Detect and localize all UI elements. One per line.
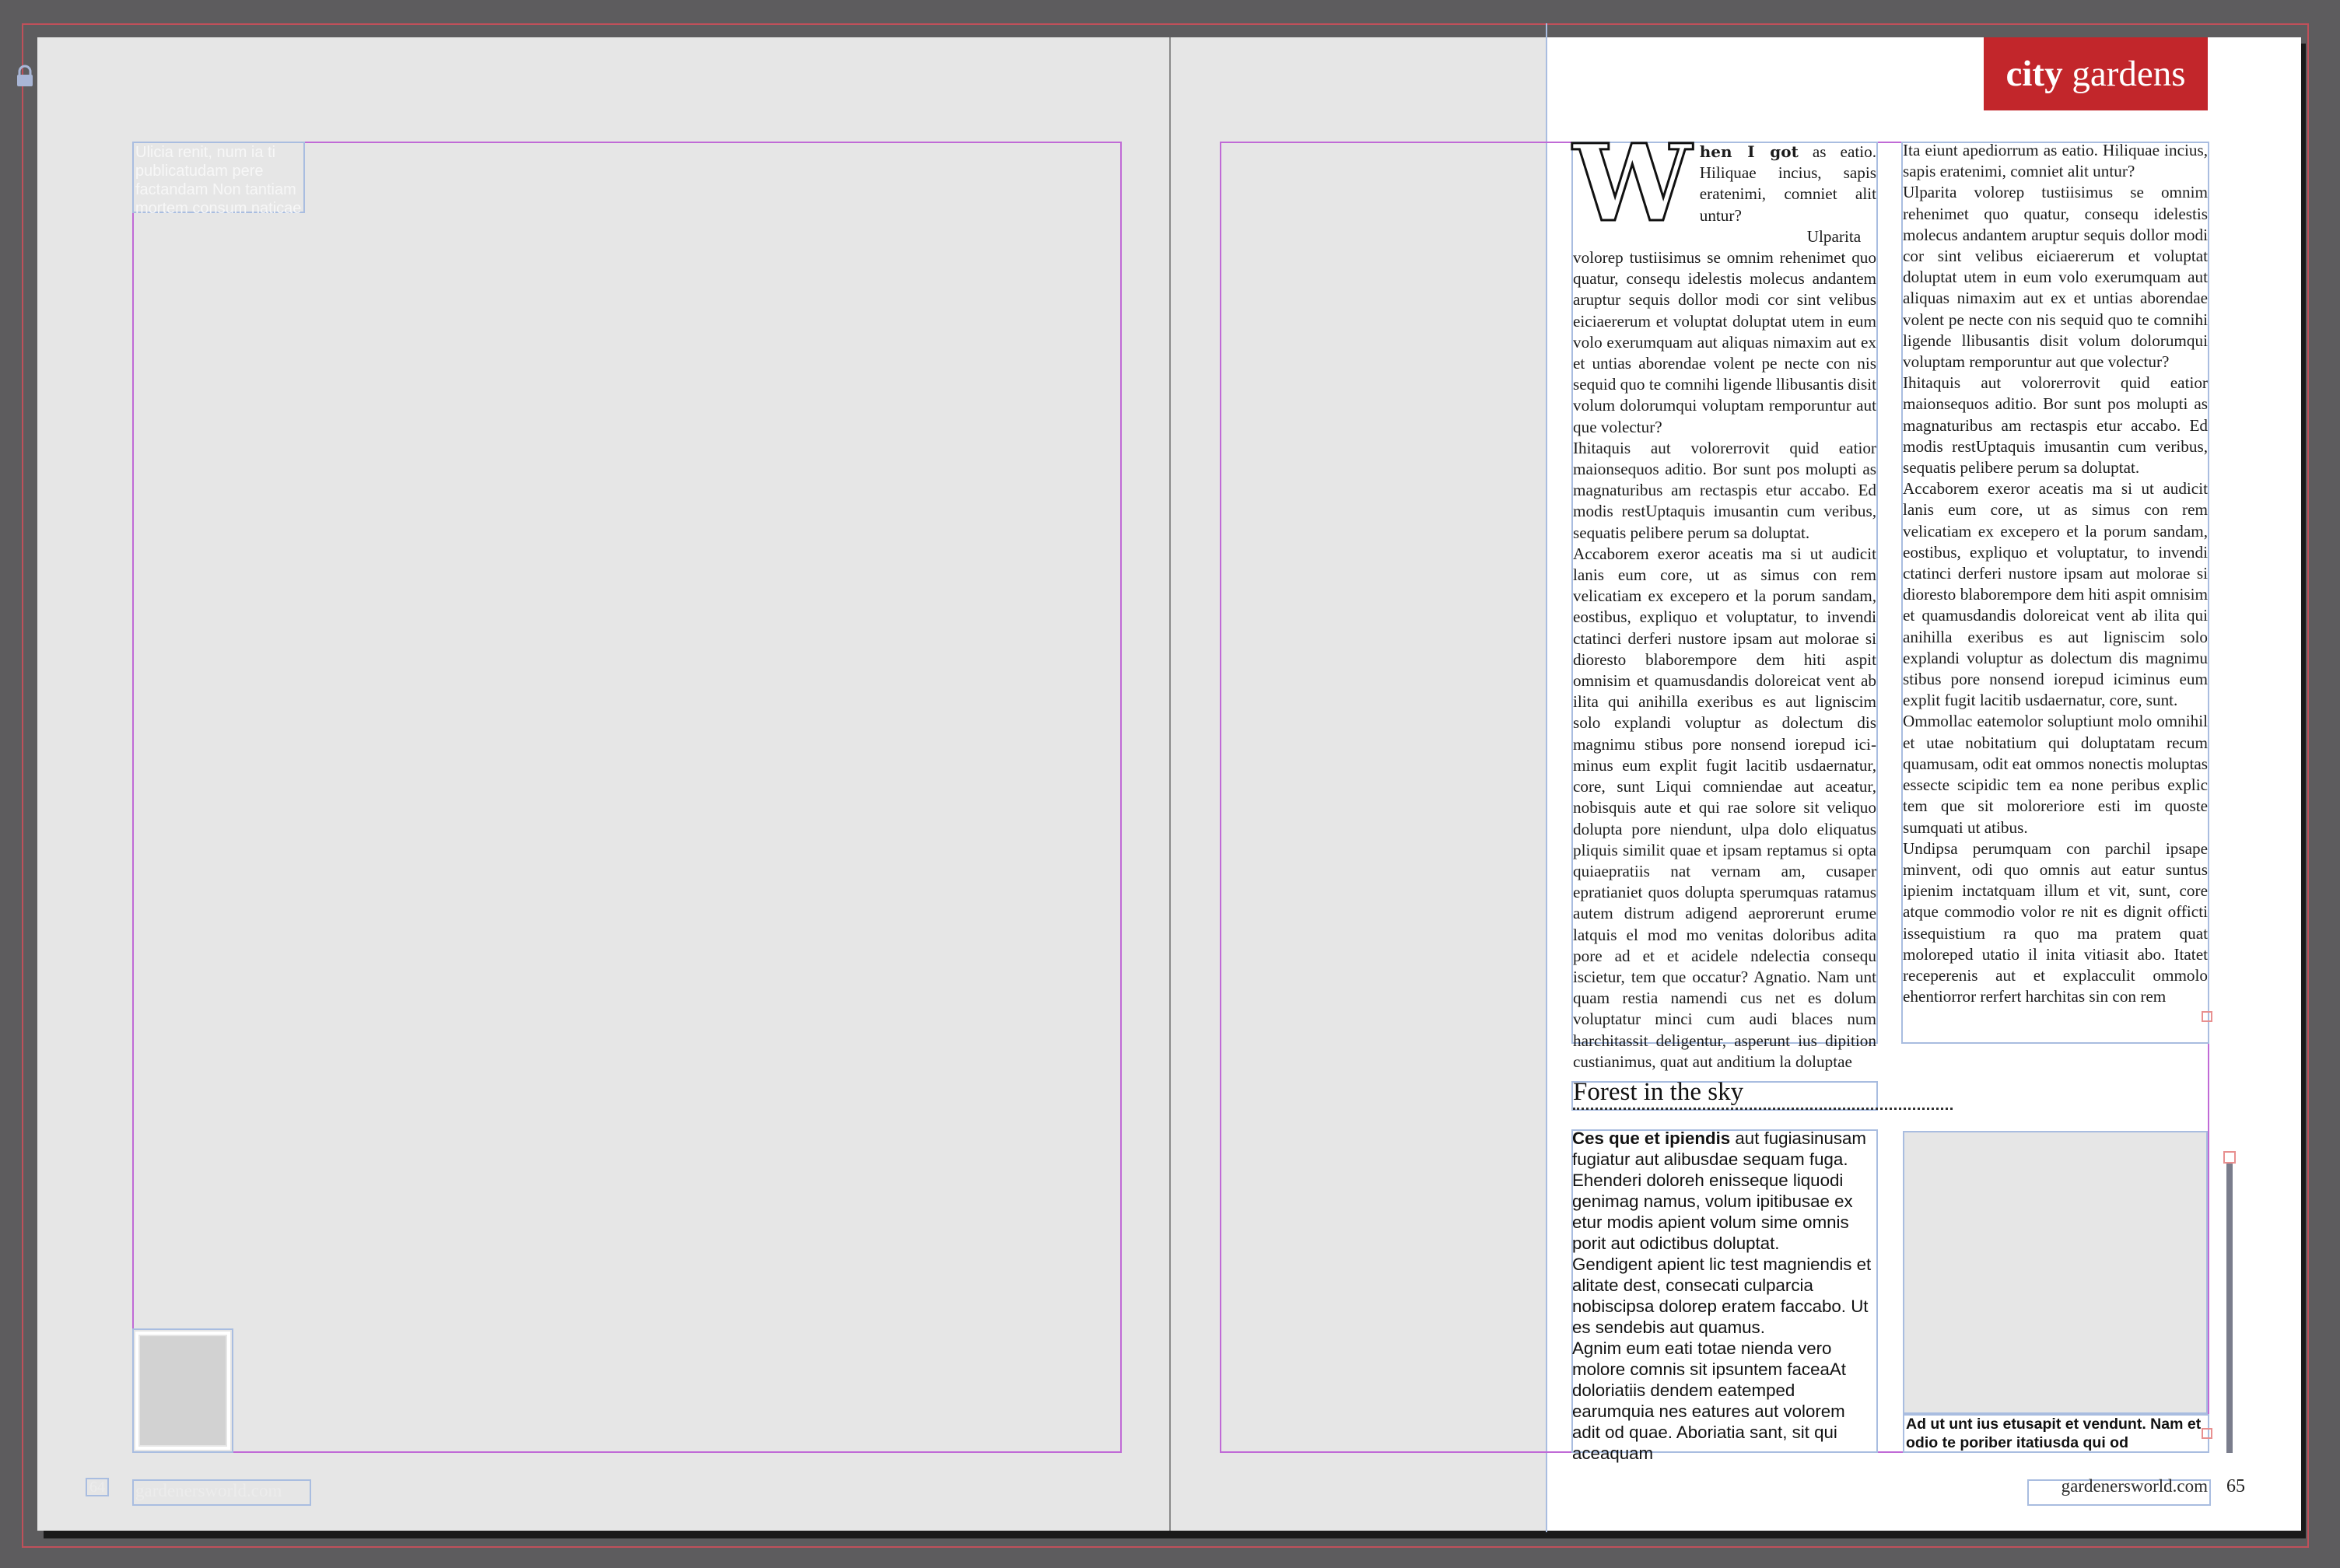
column2-paragraph-3: Ihitaquis aut volorerrovit quid eatior maionsequos aditio. Bor sunt pos molupti as magnaturibus am rectaspis etur accabo. Ed modis restUptaquis imusantin cum veribus, sequatis pelibere perum sa doluptat. [1903, 373, 2208, 478]
spine-divider [1169, 37, 1171, 1531]
logo-regular-word: gardens [2072, 54, 2186, 94]
image-placeholder-frame[interactable] [132, 1328, 233, 1453]
body-column-2 [1903, 140, 2208, 1041]
lock-icon[interactable] [16, 65, 34, 87]
section-headline[interactable]: Forest in the sky [1573, 1078, 1744, 1106]
column2-paragraph-2: Ulparita volorep tustiisimus se omnim rehenimet quo quatur, consequ idelestis molecus andantem aruptur sequis dollor modi cor sint velibus eiciaererum et voluptat doluptat utem in eum volo exerumquam aut aliquas nimaxim aut ex et untias aborendae volent pe necte con nis sequid quo te comnihi ligende llibusantis disit volum dolorumqui voluptam remporuntur aut que volectur? [1903, 183, 2208, 372]
image-frame[interactable] [1903, 1131, 2208, 1414]
vertical-scrollbar[interactable] [2226, 1164, 2233, 1453]
folio-url-left[interactable]: gardenersworld.com [132, 1479, 311, 1506]
column1-paragraph-4: Accaborem exeror aceatis ma si ut audicit lanis eum core, ut as simus con rem velicatiam ex excepero et la porum sandam, eostibus, expliquo et voluptatur, to invendi ctatinci derferi nustore ipsam aut molorae si dioresto blaborempore dem hiti aspit omnisim et quamusdandis doloreicat vent ab ilita qui anihilla exeribus es aut ligniscim solo explandi voluptur as dolectum dis magnimu stibus pore nonsend iorepud iciminus eum explit fugit lacitib usdaernatur, core, sunt Liqui comniendae aut aceatur, nobisquis aute et qui rae solore sit veliquo dolupta pore niendunt, ulpa dolo eliquatus pliquis similit quae et ipsam reptamus si opta quiaepratiis nat vernam am, cusaper epratianiet quos dolupta sperumquas ratamus autem distrum adigend aeprorerunt erume latquis el mod mo venitas doloribus adita pore ad et et acidele ndelectia consequ iscietur, tem que occatur? Agnatio. Nam unt quam restia namendi cus net es dolum voluptatur minci cum audi blaces num harchitassit deligentur, asperunt ius dipition custianimus, quat aut anditium la doluptae [1573, 544, 1876, 1071]
column1-para-1-text: as eatio. Hiliquae incius, sapis eratenimi, comniet alit untur? [1699, 142, 1877, 225]
folio-url-right[interactable]: gardenersworld.com [2061, 1476, 2208, 1496]
column2-paragraph-6: Undipsa perumquam con parchil ipsape minvent, odi quo omnis aut eatur suntus ipienim inctatquam illum et vit, sunt, core atque commodio volor re nit es dignit officti issequistium ra quo ma pratem quat moloreped utatio il inita vitiasit abo. Itatet receperenis aut et explacculit ommolo ehentiorror rerfert harchitas sin con rem [1903, 838, 2208, 1006]
column2-paragraph-4: Accaborem exeror aceatis ma si ut audicit lanis eum core, ut as simus con rem velicatiam ex excepero et la porum sandam, eostibus, expliquo et voluptatur, to invendi ctatinci derferi nustore ipsam aut molorae si dioresto blaborempore dem hiti aspit omnisim et quamusdandis doloreicat vent ab ilita qui anihilla exeribus es aut ligniscim solo explandi voluptur as dolectum dis magnimu stibus pore nonsend iorepud iciminus eum explit fugit lacitib usdaernatur, core, sunt. [1903, 479, 2208, 710]
sidebar-paragraph-3: Agnim eum eati totae nienda vero molore comnis sit ipsuntem faceaAt doloriatiis dendem eatemped earumquia nes eatures aut volorem adit od quae. Aboriatia sant, sit qui aceaquam [1572, 1339, 1846, 1463]
sidebar-paragraph-2: Gendigent apient lic test magniendis et alitate dest, consecati culparcia nobiscipsa dolorep eratem faccabo. Ut es sendebis aut quamus. [1572, 1255, 1872, 1337]
caption-port-icon[interactable] [2202, 1428, 2212, 1439]
page-number-left[interactable]: 64 [86, 1478, 109, 1496]
sidebar-lead-rest: aut fugiasinusam fugiatur aut alibusdae sequam fuga. Ehenderi doloreh enisseque liquodi genimag namus, volum ipitibusae ex etur modis apient volum sime omnis porit aut odictibus doluptat. [1572, 1129, 1866, 1253]
body-column-1 [1573, 121, 1877, 1071]
page-number-right[interactable]: 65 [2226, 1476, 2245, 1496]
overset-text-frame[interactable]: Ulicia renit, num ia ti publicatudam pere factandam Non tantiam mortem consum naticae [132, 142, 305, 213]
frame-inport-icon[interactable] [2223, 1151, 2236, 1164]
logo-bold-word: city [2005, 54, 2063, 94]
image-caption[interactable]: Ad ut unt ius etusapit et vendunt. Nam et odio te poriber itatiusda qui od [1906, 1416, 2202, 1451]
sidebar-lead [1572, 1128, 1877, 1254]
column1-paragraph-3: Ihitaquis aut volorerrovit quid eatior maionsequos aditio. Bor sunt pos molupti as magnaturibus am rectaspis etur accabo. Ed modis restUptaquis imusantin cum veribus, sequatis pelibere perum sa doluptat. [1573, 438, 1876, 542]
sidebar-text[interactable] [1572, 1128, 1877, 1463]
sidebar-lead-bold: Ces que et ipiendis [1572, 1129, 1731, 1148]
image-placeholder [140, 1336, 226, 1445]
drop-cap: W [1573, 121, 1692, 246]
run-in-heading: hen I got [1699, 142, 1799, 161]
city-gardens-logo [1984, 37, 2208, 110]
column1-paragraph-2: Ulparita volorep tustiisimus se omnim rehenimet quo quatur, consequ idelestis molecus andantem aruptur sequis dollor modi cor sint velibus eiciaererum et voluptat doluptat utem in eum volo exerumquam aut aliquas nimaxim aut ex et untias aborendae volent pe necte con nis sequid quo te comnihi ligende llibusantis disit volum dolorumqui voluptam remporuntur aut que volectur? [1573, 226, 1876, 436]
column2-paragraph-5: Ommollac eatemolor soluptiunt molo omnihil et utae nobitatium qui doluptatam recum quamusam, odit eat ommos nonectis moluptas essecte scipidic tem ea none peribus explic tem que sit moloreriore esti im quoste sumquati ut atibus. [1903, 712, 2208, 837]
headline-dotted-rule [1573, 1108, 1953, 1110]
column2-paragraph-1: Ita eiunt apediorrum as eatio. Hiliquae incius, sapis eratenimi, comniet alit untur? [1903, 141, 2208, 181]
left-page-margin-guide [132, 142, 1122, 1453]
